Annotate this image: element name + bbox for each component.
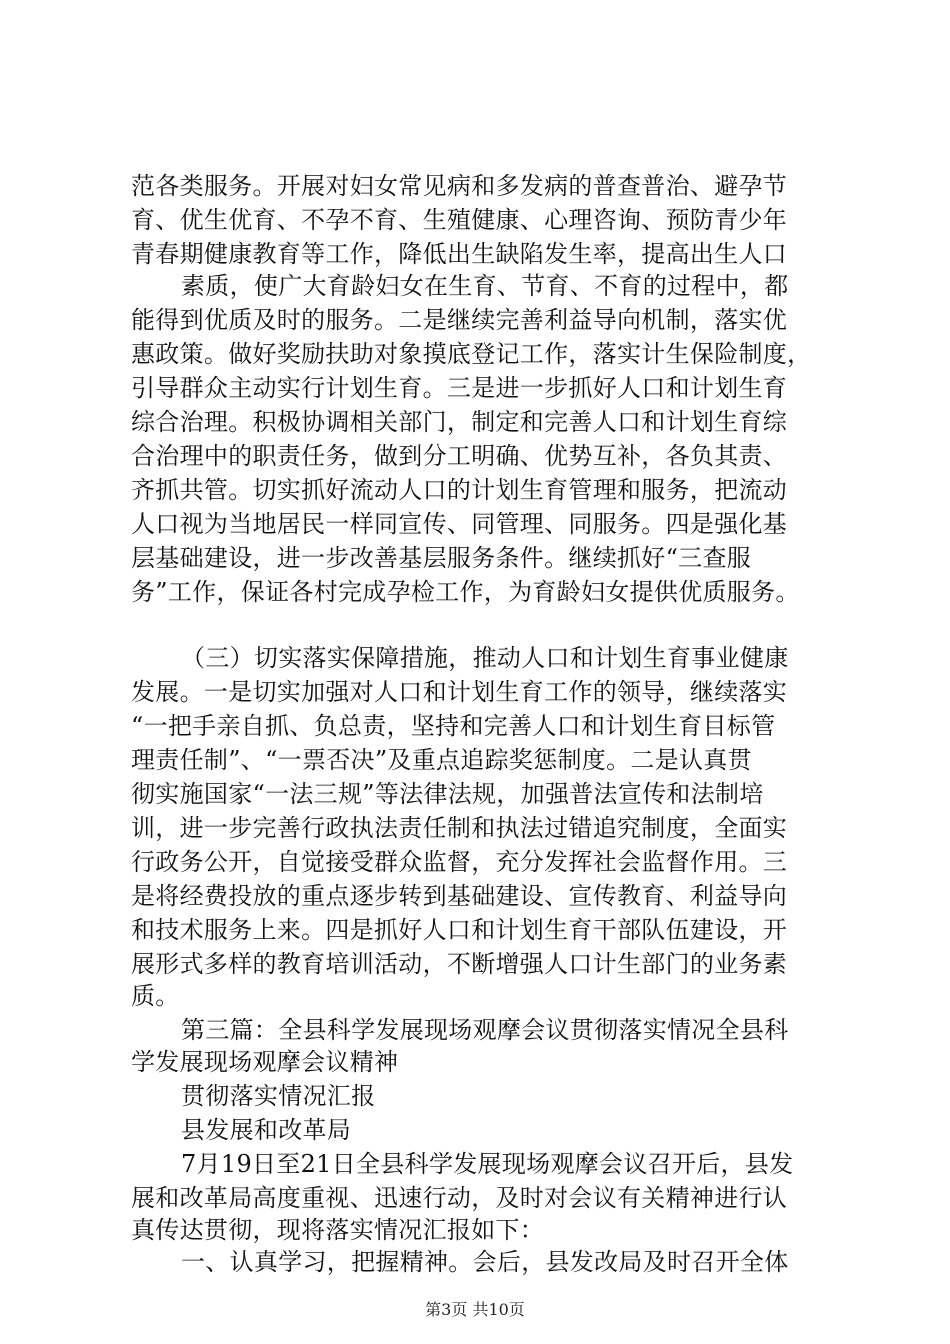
text-line: 发展。一是切实加强对人口和计划生育工作的领导，继续落实 (131, 678, 788, 706)
text-line: “一把手亲自抓、负总责，坚持和完善人口和计划生育目标管 (131, 712, 776, 740)
text-line: 学发展现场观摩会议精神 (131, 1048, 399, 1076)
text-line: 能得到优质及时的服务。二是继续完善利益导向机制，落实优 (131, 306, 788, 334)
text-line: 展形式多样的教育培训活动，不断增强人口计生部门的业务素 (131, 950, 788, 978)
text-line: 贯彻落实情况汇报 (181, 1082, 376, 1110)
text-line: 真传达贯彻，现将落实情况汇报如下： (131, 1216, 545, 1244)
text-line: 层基础建设，进一步改善基层服务条件。继续抓好“三查服 (131, 544, 752, 572)
text-line: 一、认真学习，把握精神。会后，县发改局及时召开全体 (181, 1248, 789, 1276)
text-line: 县发展和改革局 (181, 1116, 352, 1144)
section-heading: 第三篇：全县科学发展现场观摩会议贯彻落实情况全县科 (181, 1016, 789, 1044)
text-line: 7月19日至21日全县科学发展现场观摩会议召开后，县发 (181, 1150, 794, 1178)
text-line: 展和改革局高度重视、迅速行动，及时对会议有关精神进行认 (131, 1184, 788, 1212)
text-line: 育、优生优育、不孕不育、生殖健康、心理咨询、预防青少年 (131, 206, 788, 234)
text-line: 齐抓共管。切实抓好流动人口的计划生育管理和服务，把流动 (131, 476, 788, 504)
text-line: 青春期健康教育等工作，降低出生缺陷发生率，提高出生人口 (131, 240, 788, 268)
text-line: 人口视为当地居民一样同宣传、同管理、同服务。四是强化基 (131, 510, 788, 538)
text-line: 理责任制”、“一票否决”及重点追踪奖惩制度。二是认真贯 (131, 746, 752, 774)
text-line: 质。 (131, 982, 180, 1010)
text-line: 范各类服务。开展对妇女常见病和多发病的普查普治、避孕节 (131, 172, 788, 200)
text-line: 素质，使广大育龄妇女在生育、节育、不育的过程中，都 (181, 272, 789, 300)
text-line: 务”工作，保证各村完成孕检工作，为育龄妇女提供优质服务。 (131, 578, 800, 606)
text-line: （三）切实落实保障措施，推动人口和计划生育事业健康 (181, 644, 789, 672)
text-line: 行政务公开，自觉接受群众监督，充分发挥社会监督作用。三 (131, 848, 788, 876)
text-line: 合治理中的职责任务，做到分工明确、优势互补，各负其责、 (131, 442, 788, 470)
text-line: 是将经费投放的重点逐步转到基础建设、宣传教育、利益导向 (131, 882, 788, 910)
text-line: 引导群众主动实行计划生育。三是进一步抓好人口和计划生育 (131, 374, 788, 402)
text-line: 训，进一步完善行政执法责任制和执法过错追究制度，全面实 (131, 814, 788, 842)
text-line: 综合治理。积极协调相关部门，制定和完善人口和计划生育综 (131, 408, 788, 436)
page-number: 第3页 共10页 (425, 1300, 525, 1319)
text-line: 彻实施国家“一法三规”等法律法规，加强普法宣传和法制培 (131, 780, 764, 808)
text-line: 惠政策。做好奖励扶助对象摸底登记工作，落实计生保险制度， (131, 340, 812, 368)
text-line: 和技术服务上来。四是抓好人口和计划生育干部队伍建设，开 (131, 916, 788, 944)
